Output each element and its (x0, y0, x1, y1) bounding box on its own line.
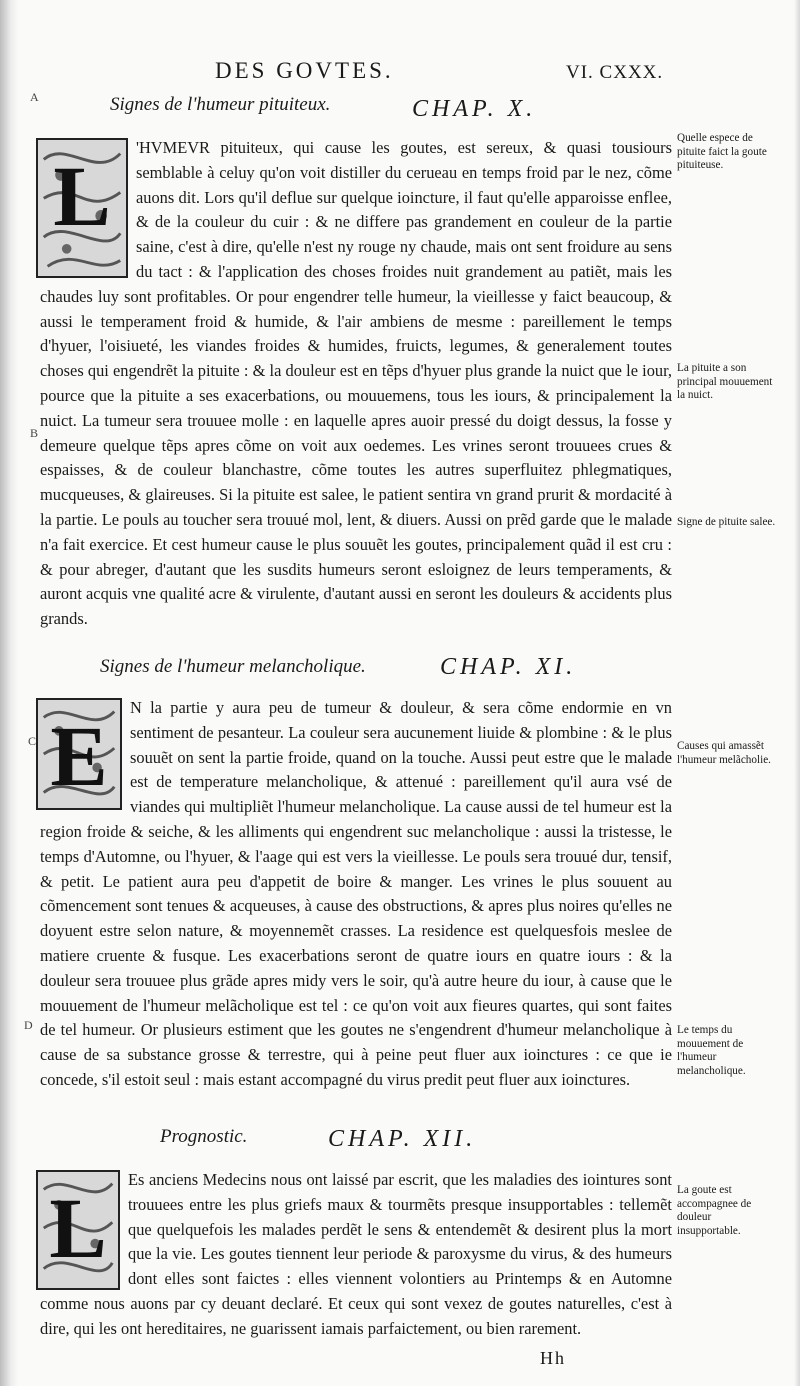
chapter-xi-body (40, 696, 672, 1126)
decorated-initial-l (36, 138, 128, 278)
initial-letter: L (49, 1180, 107, 1276)
initial-letter: E (50, 708, 108, 804)
margin-note-pituite-salee: Signe de pituite salee. (677, 516, 776, 528)
margin-note-goute-douleur: La goute est accompagnee de douleur insupportable. (677, 1184, 752, 1237)
chapter-x-heading: CHAP. X. (412, 96, 537, 122)
chapter-xii-heading: CHAP. XII. (328, 1126, 477, 1152)
decorated-initial-l-2 (36, 1170, 120, 1290)
chapter-xi-heading: CHAP. XI. (440, 654, 577, 680)
margin-note-causes-melancholie: Causes qui amassẽt l'humeur melãcholie. (677, 740, 771, 766)
page-gutter-shadow (0, 0, 18, 1386)
initial-letter: L (53, 148, 111, 244)
margin-letter-a: A (30, 90, 39, 104)
signature-mark: Hh (540, 1348, 566, 1368)
margin-note-pituite-nuict: La pituite a son principal mouuement la nuict. (677, 362, 773, 401)
folio-number: VI. CXXX. (566, 62, 664, 83)
chapter-xi-subtitle: Signes de l'humeur melancholique. (100, 656, 366, 677)
chapter-xi-text: N la partie y aura peu de tumeur & douleur, & sera cõme endormie en vn sentiment de pesanteur. La couleur sera aucunement liuide & plombine : & le plus souuẽt on sent la partie froide, quand on la touche. Aussi peut estre que le malade est de temperature melancholique, & attenué : pareillement qu'il aura vsé de viandes qui multipliẽt l'humeur melancholique. La cause aussi de tel humeur est la region froide & seiche, & les alliments qui engendrent suc melancholique : aussi la tristesse, le temps d'Automne, ou l'hyuer, & l'aage qui est vers la vieillesse. Le pouls sera trouué dur, tensif, & petit. Le patient aura peu d'appetit de boire & manger. Les vrines le plus souuent au cõmencement sont tenues & acqueuses, à cause des obstructions, & apres plus noires qu'elles ne doyuent estre selon nature, & moyennemẽt crasses. La residence est quelquesfois meslee de matiere cruente & fusque. Les exacerbations seront de quatre iours en quatre iours : & la douleur sera trouuee plus grãde apres midy vers le soir, qu'à autre heure du iour, à cause que le mouuement de l'humeur melãcholique est tel : ce qu'on voit aux fieures quartes, qui sont faites de tel humeur. Or plusieurs estiment que les goutes ne s'engendrent d'humeur melancholique à cause de sa substance grosse & terrestre, qui à peine peut fluer aux ioinctures : ce que ie concede, s'il estoit seul : mais estant accompagné du virus predit peut fluer aux ioinctures. (40, 698, 672, 1089)
chapter-xii-subtitle: Prognostic. (160, 1126, 248, 1147)
chapter-xii-body (40, 1168, 672, 1344)
chapter-x-body (40, 136, 672, 636)
margin-letter-d: D (24, 1018, 33, 1032)
chapter-x-subtitle: Signes de l'humeur pituiteux. (110, 94, 331, 115)
margin-letter-c: C (28, 734, 37, 748)
chapter-xii-text: Es anciens Medecins nous ont laissé par escrit, que les maladies des iointures sont trouuees entre les plus griefs maux & tourmẽts presque insupportables : tellemẽt que quelquefois les malades perdẽt le sens & entendemẽt & desirent plus la mort que la vie. Les goutes tiennent leur periode & paroxysme du virus, & des humeurs dont elles sont faictes : elles viennent volontiers au Printemps & en Automne comme nous auons par cy deuant declaré. Et ceux qui sont vexez de goutes naturelles, c'est à dire, qui les ont hereditaires, ne guarissent iamais parfaictement, ou bien rarement. (40, 1170, 672, 1338)
running-head: DES GOVTES. (215, 58, 394, 83)
margin-note-pituite-espece: Quelle espece de pituite faict la goute pituiteuse. (677, 132, 767, 171)
decorated-initial-e (36, 698, 122, 810)
margin-letter-b: B (30, 426, 39, 440)
margin-note-temps-mouuement: Le temps du mouuement de l'humeur melancholique. (677, 1024, 746, 1077)
chapter-x-text: 'HVMEVR pituiteux, qui cause les goutes, est sereux, & quasi tousiours semblable à celuy qu'on voit distiller du cerueau en temps froid par le nez, cõme auons dit. Lors qu'il deflue sur quelque ioincture, il faut qu'elle apparoisse enflee, & de la couleur du cuir : & ne differe pas grandement en couleur de la partie saine, c'est à dire, qu'elle n'est ny rouge ny chaude, mais ont sent froidure au sens du tact : & l'application des choses froides nuit grandement au patiẽt, mais les chaudes luy sont profitables. Or pour engendrer telle humeur, la vieillesse y faict beaucoup, & aussi le temperament froid & humide, & l'air ambiens de mesme : pareillement le temps d'hyuer, l'oisiueté, les viandes froides & humides, fruicts, legumes, & generalement toutes choses qui engendrẽt la pituite : & la douleur est en tẽps d'hyuer plus grande la nuict que le iour, pource que la pituite a ses exacerbations, ou mouuemens, tous les iours, & principalement la nuict. La tumeur sera trouuee molle : en laquelle apres auoir pressé du doigt dessus, la fosse y demeure quelque tẽps apres cõme on voit aux oedemes. Les vrines seront trouuees crues & espaisses, & de couleur blanchastre, cõme toutes les autres superfluitez phlegmatiques, mucqueuses, & glaireuses. Si la pituite est salee, le patient sentira vn grand prurit & mordacité à la partie. Le pouls au toucher sera trouué mol, lent, & diuers. Aussi on prẽd garde que le malade n'a fait exercice. Et cest humeur cause le plus souuẽt les goutes, principalement quãd il est cru : & pour abreger, d'autant que les susdits humeurs seront esloignez de leurs temperaments, & auront acquis vne qualité acre & virulente, d'autant aussi en seront les douleurs & accidents plus grands. (40, 138, 672, 629)
page-edge-shadow (794, 0, 800, 1386)
